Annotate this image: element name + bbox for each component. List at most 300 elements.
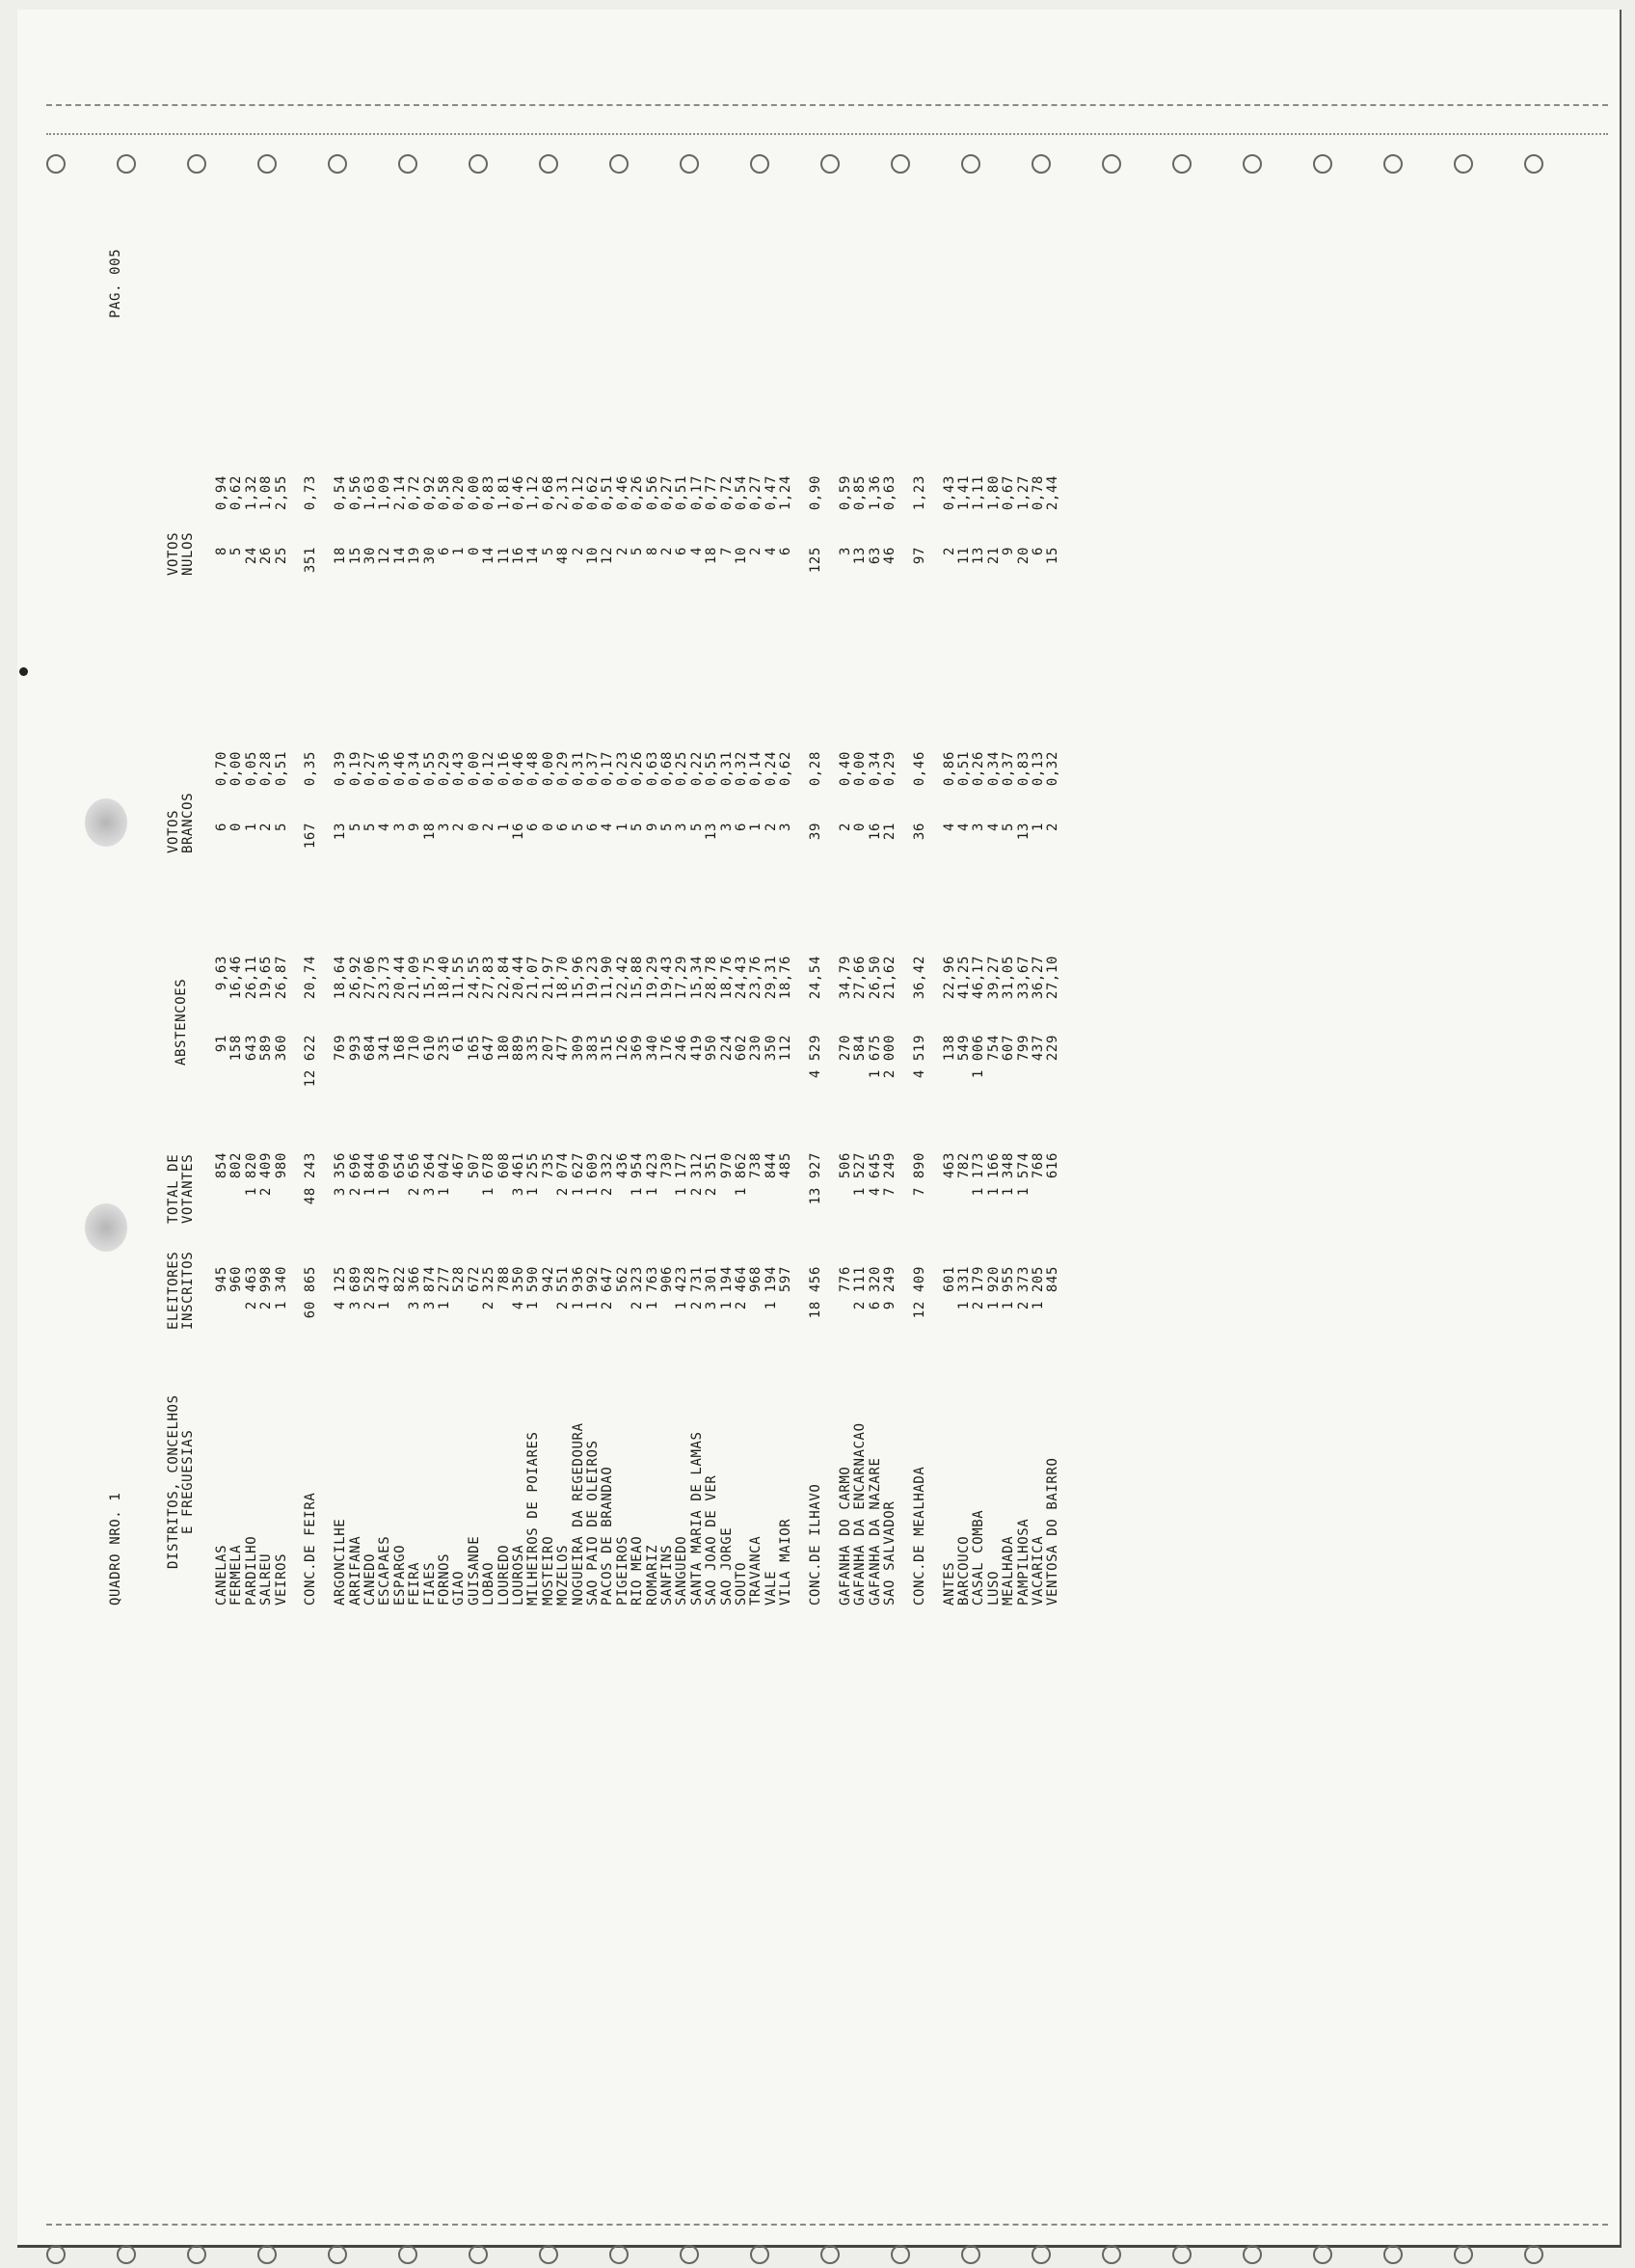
votos-nulos-percent: 1,80 (985, 475, 1002, 511)
votos-nulos-percent: 0,58 (437, 475, 452, 511)
votos-nulos-count: 1 (451, 547, 468, 556)
table-row (927, 391, 942, 1644)
district-name: PIGEIROS (614, 1535, 630, 1606)
eleitores-inscritos: 1 194 (718, 1266, 735, 1310)
votos-nulos-percent: 1,81 (496, 475, 512, 511)
eleitores-inscritos: 2 373 (1015, 1266, 1032, 1310)
tractor-hole (469, 2245, 488, 2264)
votos-brancos-count: 6 (525, 823, 542, 832)
votos-nulos-percent: 2,14 (391, 475, 408, 511)
district-name: LOUREDO (496, 1544, 512, 1606)
total-votantes: 802 (228, 1152, 245, 1179)
district-name: RIO MEAO (630, 1535, 646, 1606)
abstencoes-count: 229 (1045, 1035, 1061, 1062)
votos-brancos-count: 0 (852, 823, 869, 832)
votos-nulos-count: 6 (1031, 547, 1046, 556)
tractor-hole (46, 2245, 66, 2264)
abstencoes-percent: 24,54 (808, 956, 823, 1000)
votos-nulos-count: 3 (837, 547, 853, 556)
votos-nulos-percent: 0,43 (941, 475, 957, 511)
eleitores-inscritos: 528 (451, 1266, 468, 1293)
district-name: FORNOS (437, 1552, 452, 1606)
table-row (438, 391, 452, 1644)
tractor-hole (1383, 154, 1403, 174)
total-votantes: 7 890 (911, 1152, 927, 1197)
votos-nulos-count: 12 (377, 547, 393, 565)
header-districts (167, 1394, 197, 1569)
abstencoes-count: 684 (362, 1035, 378, 1062)
votos-nulos-count: 7 (718, 547, 735, 556)
abstencoes-count: 61 (451, 1035, 468, 1053)
votos-brancos-count: 5 (1001, 823, 1017, 832)
tractor-hole (328, 2245, 347, 2264)
votos-brancos-percent: 0,27 (362, 751, 378, 787)
tractor-hole (750, 2245, 769, 2264)
abstencoes-count: 437 (1031, 1035, 1046, 1062)
district-name: SAO PAIO DE OLEIROS (585, 1440, 601, 1606)
abstencoes-percent: 26,11 (243, 956, 259, 1000)
votos-nulos-count: 2 (941, 547, 957, 556)
tractor-hole (1032, 2245, 1051, 2264)
abstencoes-percent: 11,55 (451, 956, 468, 1000)
district-name: FEIRA (407, 1561, 423, 1606)
district-name: BARCOUCO (956, 1535, 972, 1606)
votos-nulos-percent: 0,85 (852, 475, 869, 511)
table-row (794, 391, 809, 1644)
votos-nulos-percent: 2,55 (273, 475, 289, 511)
abstencoes-count: 643 (243, 1035, 259, 1062)
votos-brancos-count: 4 (600, 823, 616, 832)
document-title: QUADRO NRO. 1 (108, 1492, 123, 1606)
votos-nulos-count: 26 (258, 547, 275, 565)
table-row (853, 391, 868, 1644)
header-votantes-line1: TOTAL DE (166, 1153, 181, 1224)
abstencoes-percent: 36,27 (1031, 956, 1046, 1000)
table-row (304, 391, 318, 1644)
votos-brancos-percent: 0,48 (525, 751, 542, 787)
votos-brancos-percent: 0,55 (704, 751, 720, 787)
eleitores-inscritos: 60 865 (303, 1266, 319, 1319)
tractor-hole (46, 154, 66, 174)
votos-nulos-count: 21 (985, 547, 1002, 565)
votos-nulos-percent: 0,78 (1031, 475, 1046, 511)
total-votantes: 1 820 (243, 1152, 259, 1197)
tractor-hole (1524, 2245, 1543, 2264)
district-name: PAMPILHOSA (1015, 1518, 1032, 1606)
total-votantes: 608 (496, 1152, 512, 1179)
votos-brancos-count: 9 (407, 823, 423, 832)
table-row (452, 391, 467, 1644)
votos-brancos-percent: 0,13 (1031, 751, 1046, 787)
eleitores-inscritos: 1 955 (1001, 1266, 1017, 1310)
total-votantes: 48 243 (303, 1152, 319, 1205)
eleitores-inscritos: 6 320 (867, 1266, 883, 1310)
header-abstencoes (174, 979, 189, 1066)
abstencoes-count: 350 (763, 1035, 779, 1062)
votos-brancos-percent: 0,05 (243, 751, 259, 787)
eleitores-inscritos: 822 (391, 1266, 408, 1293)
eleitores-inscritos: 2 325 (481, 1266, 497, 1310)
votos-nulos-percent: 0,26 (630, 475, 646, 511)
total-votantes: 1 862 (734, 1152, 749, 1197)
votos-nulos-count: 10 (734, 547, 749, 565)
votos-nulos-count: 8 (644, 547, 660, 556)
tractor-hole (961, 2245, 980, 2264)
abstencoes-percent: 18,40 (437, 956, 452, 1000)
district-name: CANELAS (214, 1544, 229, 1606)
votos-nulos-percent: 0,12 (570, 475, 586, 511)
votos-brancos-percent: 0,40 (837, 751, 853, 787)
votos-nulos-percent: 0,51 (674, 475, 690, 511)
abstencoes-percent: 34,79 (837, 956, 853, 1000)
abstencoes-percent: 19,65 (258, 956, 275, 1000)
district-name: GAFANHA DA ENCARNACAO (852, 1422, 869, 1606)
district-name: ROMARIZ (644, 1544, 660, 1606)
abstencoes-count: 246 (674, 1035, 690, 1062)
table-row (229, 391, 244, 1644)
votos-nulos-percent: 0,54 (333, 475, 349, 511)
votos-nulos-count: 10 (585, 547, 601, 565)
votos-nulos-percent: 0,46 (614, 475, 630, 511)
header-nulos-line2: NULOS (180, 531, 197, 576)
abstencoes-count: 584 (852, 1035, 869, 1062)
votos-brancos-percent: 0,34 (985, 751, 1002, 787)
district-name: MOSTEIRO (540, 1535, 556, 1606)
total-votantes: 2 656 (407, 1152, 423, 1197)
votos-brancos-count: 0 (228, 823, 245, 832)
votos-brancos-count: 2 (1045, 823, 1061, 832)
district-name: SANTA MARIA DE LAMAS (688, 1431, 705, 1606)
district-name: NOGUEIRA DA REGEDOURA (570, 1422, 586, 1606)
abstencoes-percent: 24,43 (734, 956, 749, 1000)
table-row (705, 391, 719, 1644)
votos-brancos-percent: 0,34 (407, 751, 423, 787)
votos-brancos-count: 5 (347, 823, 363, 832)
votos-brancos-count: 0 (466, 823, 482, 832)
district-name: ANTES (941, 1561, 957, 1606)
rotated-printout-table (101, 149, 1080, 1644)
eleitores-inscritos: 2 464 (734, 1266, 749, 1310)
votos-nulos-count: 2 (614, 547, 630, 556)
district-name: GIAO (451, 1570, 468, 1606)
total-votantes: 507 (466, 1152, 482, 1179)
votos-nulos-percent: 0,51 (600, 475, 616, 511)
eleitores-inscritos: 2 463 (243, 1266, 259, 1310)
votos-nulos-count: 9 (1001, 547, 1017, 556)
votos-nulos-percent: 0,92 (421, 475, 438, 511)
total-votantes: 2 696 (347, 1152, 363, 1197)
eleitores-inscritos: 3 689 (347, 1266, 363, 1310)
abstencoes-count: 589 (258, 1035, 275, 1062)
district-name: VEIROS (273, 1552, 289, 1606)
tractor-hole (1243, 154, 1262, 174)
header-nulos (167, 532, 197, 576)
abstencoes-count: 270 (837, 1035, 853, 1062)
abstencoes-count: 4 529 (808, 1035, 823, 1079)
votos-nulos-percent: 0,59 (837, 475, 853, 511)
district-name: VACARICA (1031, 1535, 1046, 1606)
table-row (869, 391, 883, 1644)
perforation-line-inner (46, 133, 1608, 135)
tractor-hole (1313, 2245, 1332, 2264)
votos-brancos-percent: 0,26 (630, 751, 646, 787)
eleitores-inscritos: 945 (214, 1266, 229, 1293)
votos-brancos-percent: 0,00 (540, 751, 556, 787)
header-brancos-line2: BRANCOS (180, 792, 197, 853)
votos-brancos-count: 9 (644, 823, 660, 832)
votos-nulos-count: 63 (867, 547, 883, 565)
abstencoes-count: 607 (1001, 1035, 1017, 1062)
votos-brancos-count: 3 (391, 823, 408, 832)
abstencoes-percent: 27,83 (481, 956, 497, 1000)
district-name: GAFANHA DA NAZARE (867, 1457, 883, 1606)
district-name: GUISANDE (466, 1535, 482, 1606)
abstencoes-count: 360 (273, 1035, 289, 1062)
total-votantes: 1 844 (362, 1152, 378, 1197)
district-name: CONC.DE ILHAVO (808, 1483, 823, 1606)
eleitores-inscritos: 562 (614, 1266, 630, 1293)
abstencoes-percent: 18,76 (778, 956, 794, 1000)
votos-brancos-count: 5 (659, 823, 675, 832)
votos-nulos-percent: 0,27 (748, 475, 764, 511)
table-row (630, 391, 645, 1644)
district-name: LUSO (985, 1570, 1002, 1606)
abstencoes-count: 889 (511, 1035, 526, 1062)
total-votantes: 980 (273, 1152, 289, 1179)
eleitores-inscritos: 2 179 (971, 1266, 987, 1310)
eleitores-inscritos: 1 340 (273, 1266, 289, 1310)
total-votantes: 2 312 (688, 1152, 705, 1197)
votos-nulos-percent: 1,24 (778, 475, 794, 511)
district-name: ESCAPAES (377, 1535, 393, 1606)
table-row (1002, 391, 1016, 1644)
total-votantes: 1 678 (481, 1152, 497, 1197)
votos-brancos-count: 13 (704, 823, 720, 841)
votos-nulos-percent: 1,12 (525, 475, 542, 511)
abstencoes-percent: 39,27 (985, 956, 1002, 1000)
table-row (512, 391, 526, 1644)
header-votantes (167, 1154, 197, 1224)
votos-brancos-percent: 0,46 (911, 751, 927, 787)
votos-brancos-percent: 0,29 (437, 751, 452, 787)
total-votantes: 1 173 (971, 1152, 987, 1197)
abstencoes-count: 341 (377, 1035, 393, 1062)
votos-nulos-count: 5 (540, 547, 556, 556)
abstencoes-percent: 28,78 (704, 956, 720, 1000)
votos-nulos-count: 18 (333, 547, 349, 565)
votos-brancos-count: 13 (1015, 823, 1032, 841)
eleitores-inscritos: 2 551 (555, 1266, 572, 1310)
votos-brancos-percent: 0,14 (748, 751, 764, 787)
votos-brancos-count: 1 (614, 823, 630, 832)
abstencoes-count: 647 (481, 1035, 497, 1062)
abstencoes-percent: 22,96 (941, 956, 957, 1000)
votos-brancos-percent: 0,37 (585, 751, 601, 787)
abstencoes-percent: 27,10 (1045, 956, 1061, 1000)
votos-nulos-percent: 0,77 (704, 475, 720, 511)
total-votantes: 1 255 (525, 1152, 542, 1197)
total-votantes: 1 177 (674, 1152, 690, 1197)
abstencoes-percent: 19,23 (585, 956, 601, 1000)
votos-brancos-percent: 0,32 (734, 751, 749, 787)
eleitores-inscritos: 601 (941, 1266, 957, 1293)
district-name: CONC.DE MEALHADA (911, 1466, 927, 1606)
table-row (749, 391, 764, 1644)
total-votantes: 463 (941, 1152, 957, 1179)
tractor-hole (257, 2245, 277, 2264)
votos-brancos-count: 2 (258, 823, 275, 832)
abstencoes-count: 993 (347, 1035, 363, 1062)
votos-brancos-count: 18 (421, 823, 438, 841)
votos-nulos-percent: 0,62 (585, 475, 601, 511)
tractor-hole (1454, 2245, 1473, 2264)
table-row (957, 391, 972, 1644)
eleitores-inscritos: 1 590 (525, 1266, 542, 1310)
abstencoes-percent: 24,55 (466, 956, 482, 1000)
votos-brancos-percent: 0,83 (1015, 751, 1032, 787)
table-row (601, 391, 615, 1644)
table-row (259, 391, 274, 1644)
tractor-hole (820, 2245, 840, 2264)
table-row (349, 391, 363, 1644)
votos-nulos-count: 11 (956, 547, 972, 565)
votos-nulos-percent: 1,11 (971, 475, 987, 511)
votos-nulos-percent: 0,68 (540, 475, 556, 511)
abstencoes-percent: 15,88 (630, 956, 646, 1000)
votos-brancos-count: 2 (837, 823, 853, 832)
abstencoes-count: 1 006 (971, 1035, 987, 1079)
abstencoes-count: 1 675 (867, 1035, 883, 1079)
table-row (468, 391, 482, 1644)
table-row (319, 391, 334, 1644)
tractor-hole (609, 2245, 629, 2264)
votos-brancos-count: 1 (748, 823, 764, 832)
votos-nulos-count: 6 (778, 547, 794, 556)
votos-nulos-count: 2 (570, 547, 586, 556)
votos-nulos-percent: 1,08 (258, 475, 275, 511)
votos-nulos-count: 14 (525, 547, 542, 565)
abstencoes-percent: 15,75 (421, 956, 438, 1000)
total-votantes: 844 (763, 1152, 779, 1179)
abstencoes-count: 138 (941, 1035, 957, 1062)
tractor-hole (1524, 154, 1543, 174)
header-nulos-line1: VOTOS (166, 531, 181, 576)
table-row (987, 391, 1002, 1644)
abstencoes-percent: 29,31 (763, 956, 779, 1000)
header-districts-line2: E FREGUESIAS (180, 1429, 197, 1534)
votos-brancos-percent: 0,00 (228, 751, 245, 787)
votos-brancos-percent: 0,55 (421, 751, 438, 787)
abstencoes-percent: 20,44 (511, 956, 526, 1000)
eleitores-inscritos: 2 323 (630, 1266, 646, 1310)
abstencoes-percent: 21,09 (407, 956, 423, 1000)
table-row (823, 391, 838, 1644)
votos-nulos-count: 46 (882, 547, 898, 565)
table-row (913, 391, 927, 1644)
votos-brancos-percent: 0,25 (674, 751, 690, 787)
tractor-hole (539, 2245, 558, 2264)
table-row (245, 391, 259, 1644)
total-votantes: 782 (956, 1152, 972, 1179)
abstencoes-count: 207 (540, 1035, 556, 1062)
abstencoes-percent: 20,74 (303, 956, 319, 1000)
abstencoes-percent: 18,70 (555, 956, 572, 1000)
eleitores-inscritos: 1 992 (585, 1266, 601, 1310)
abstencoes-percent: 27,66 (852, 956, 869, 1000)
votos-brancos-percent: 0,36 (377, 751, 393, 787)
abstencoes-count: 610 (421, 1035, 438, 1062)
votos-brancos-count: 3 (778, 823, 794, 832)
total-votantes: 735 (540, 1152, 556, 1179)
votos-nulos-count: 48 (555, 547, 572, 565)
votos-brancos-percent: 0,31 (570, 751, 586, 787)
district-name: CONC.DE FEIRA (303, 1492, 319, 1606)
table-row (572, 391, 586, 1644)
votos-nulos-percent: 2,44 (1045, 475, 1061, 511)
tractor-hole (1172, 2245, 1192, 2264)
eleitores-inscritos: 2 647 (600, 1266, 616, 1310)
abstencoes-count: 126 (614, 1035, 630, 1062)
table-row (735, 391, 749, 1644)
votos-nulos-count: 8 (214, 547, 229, 556)
votos-brancos-count: 5 (688, 823, 705, 832)
tractor-hole (1102, 2245, 1121, 2264)
votos-nulos-count: 19 (407, 547, 423, 565)
total-votantes: 7 249 (882, 1152, 898, 1197)
district-name: ARGONCILHE (333, 1518, 349, 1606)
district-name: GAFANHA DO CARMO (837, 1466, 853, 1606)
votos-brancos-percent: 0,70 (214, 751, 229, 787)
votos-nulos-count: 15 (1045, 547, 1061, 565)
total-votantes: 2 074 (555, 1152, 572, 1197)
votos-nulos-count: 6 (674, 547, 690, 556)
table-row (215, 391, 229, 1644)
table-row (542, 391, 556, 1644)
district-name: SAO JORGE (718, 1526, 735, 1606)
table-row (482, 391, 496, 1644)
votos-nulos-count: 25 (273, 547, 289, 565)
abstencoes-count: 168 (391, 1035, 408, 1062)
total-votantes: 730 (659, 1152, 675, 1179)
votos-brancos-count: 5 (630, 823, 646, 832)
votos-brancos-percent: 0,12 (481, 751, 497, 787)
table-row (378, 391, 392, 1644)
votos-nulos-count: 5 (630, 547, 646, 556)
votos-nulos-percent: 1,32 (243, 475, 259, 511)
table-row (1032, 391, 1046, 1644)
abstencoes-count: 383 (585, 1035, 601, 1062)
table-row (883, 391, 898, 1644)
abstencoes-count: 754 (985, 1035, 1002, 1062)
eleitores-inscritos: 1 194 (763, 1266, 779, 1310)
abstencoes-percent: 11,90 (600, 956, 616, 1000)
votos-nulos-count: 2 (659, 547, 675, 556)
abstencoes-count: 340 (644, 1035, 660, 1062)
votos-brancos-percent: 0,39 (333, 751, 349, 787)
eleitores-inscritos: 2 528 (362, 1266, 378, 1310)
tractor-hole (1172, 154, 1192, 174)
header-votantes-line2: VOTANTES (180, 1153, 197, 1224)
table-row (586, 391, 601, 1644)
abstencoes-percent: 33,67 (1015, 956, 1032, 1000)
votos-brancos-count: 13 (333, 823, 349, 841)
votos-nulos-count: 4 (688, 547, 705, 556)
district-name: SANFINS (659, 1544, 675, 1606)
votos-nulos-count: 24 (243, 547, 259, 565)
votos-brancos-count: 21 (882, 823, 898, 841)
eleitores-inscritos: 788 (496, 1266, 512, 1293)
table-row (526, 391, 541, 1644)
